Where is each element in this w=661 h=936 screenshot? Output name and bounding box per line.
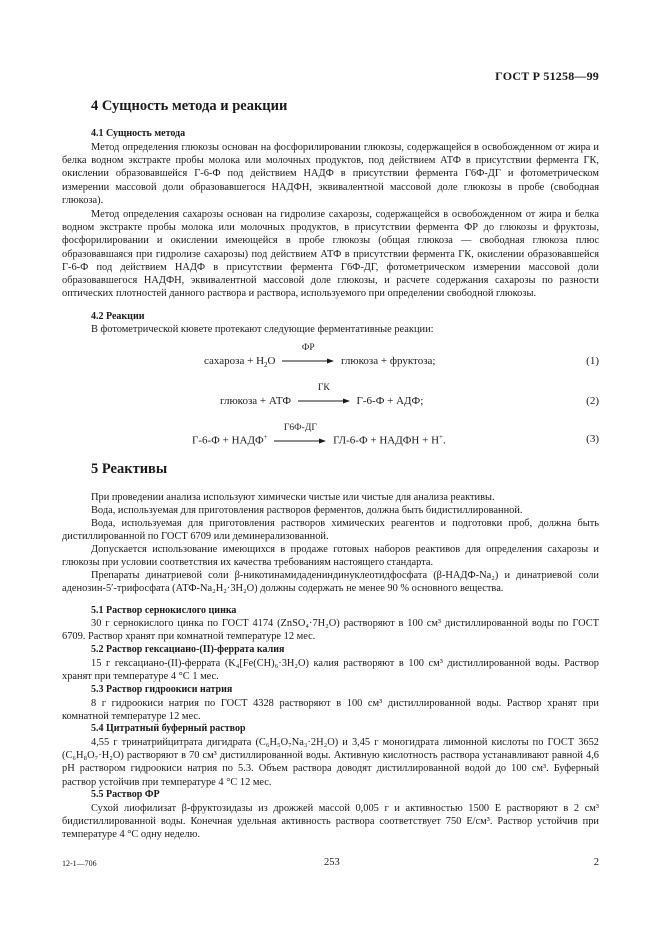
eq3-end: . <box>442 434 446 447</box>
eq1-arrow <box>282 343 334 367</box>
subsection-5-4-title: 5.4 Цитратный буферный раствор <box>91 723 246 734</box>
footer-page-number: 253 <box>324 857 340 868</box>
eq3-arrow <box>274 423 326 447</box>
subsection-5-5-title: 5.5 Раствор ФР <box>91 789 160 800</box>
eq1-enzyme: ФР <box>301 343 315 354</box>
footer-print-code: 12-1—706 <box>62 859 97 868</box>
subsection-5-2-text: 15 г гексациано-(II)-феррата (K₄[Fe(CH)₆·3H₂O) калия растворяют в 100 см³ дистиллированной воды. Раствор хранят при температуре 4 °С 1 мес. <box>62 658 599 683</box>
subsection-5-4-text: 4,55 г тринатрийцитрата дигидрата (C₆H₅O₇Na₃·2H₂O) и 3,45 г моногидрата лимонной кислоты по ГОСТ 3652 (C₆H₈O₇·H₂O) растворяют в 70 см³ дистиллированной воды. Активную кислотность раствора устанавливают равной 4,6 pH раствором гидроокиси натрия по 5.3. Объем раствора доводят дистиллированной водой до 100 см³. Буферный раствор устойчив при температуре 4 °С 12 мес. <box>62 737 599 788</box>
section-5-paragraph-3: Вода, используемая для приготовления растворов химических реагентов и подготовки проб, должна быть дистиллированной по ГОСТ 6709 или деминерализованной. <box>62 518 599 543</box>
eq3-enzyme: Г6Ф-ДГ <box>283 423 317 434</box>
section-4-1-paragraph-2: Метод определения сахарозы основан на гидролизе сахарозы, содержащейся в освобожденном от жира и белка водном экстракте пробы молока или молочных продуктов, в присутствии фермента ФР до глюкозы и фруктозы, фосфорилировании и окислении имеющейся в пробе глюкозы (общая глюкоза — свободная глюкоза плюс образовавшаяся при гидролизе сахарозы) под действием АТФ в присутствии фермента ГК, окислении образовавшейся Г-6-Ф под действием НАДФ в присутствии фермента Г6Ф-ДГ, фотометрическом измерении массовой доли образовавшегося НАДФН, эквивалентной массовой доле глюкозы, и расчете содержания сахарозы по разности оптических плотностей данного раствора и раствора, используемого при определении свободной глюкозы. <box>62 209 599 300</box>
section-4-1-paragraph-1: Метод определения глюкозы основан на фосфорилировании глюкозы, содержащейся в освобожденном от жира и белка водном экстракте пробы молока или молочных продуктов, под действием АТФ в присутствии фермента ГК, окислении образовавшейся Г-6-Ф под действием НАДФ в присутствии фермента Г6Ф-ДГ и фотометрическом измерении массовой доли образовавшегося НАДФН, эквивалентной массовой доле глюкозы в пробе (свободная глюкоза). <box>62 142 599 206</box>
eq3-left: Г-6-Ф + НАДФ <box>192 434 264 447</box>
subsection-4-1-title: 4.1 Сущность метода <box>91 128 186 139</box>
section-4-title: 4 Сущность метода и реакции <box>91 98 288 114</box>
equation-1 <box>62 343 599 373</box>
eq3-right: ГЛ-6-Ф + НАДФН + Н <box>333 434 440 447</box>
eq1-left2: О <box>267 355 276 367</box>
eq1-number: (1) <box>586 355 599 367</box>
eq1-left: сахароза + Н <box>204 355 265 367</box>
section-5-paragraph-4: Допускается использование имеющихся в продаже готовых наборов реактивов для определения сахарозы и глюкозы при условии соответствия их качества требованиям настоящего стандарта. <box>62 544 599 569</box>
equation-3 <box>62 423 599 451</box>
eq3-sup2: + <box>439 433 443 441</box>
right-arrow-icon <box>274 438 326 444</box>
eq1-sub: 2 <box>264 361 268 370</box>
equation-2 <box>62 383 599 413</box>
subsection-5-3-title: 5.3 Раствор гидроокиси натрия <box>91 684 233 695</box>
right-arrow-icon <box>282 358 334 364</box>
subsection-5-3-text: 8 г гидроокиси натрия по ГОСТ 4328 растворяют в 100 см³ дистиллированной воды. Раствор хранят при комнатной температуре 12 мес. <box>62 698 599 723</box>
subsection-5-1-text: 30 г сернокислого цинка по ГОСТ 4174 (ZnSO₄·7H₂O) растворяют в 100 см³ дистиллированной воды по ГОСТ 6709. Раствор хранят при комнатной температуре 12 мес. <box>62 618 599 643</box>
document-header: ГОСТ Р 51258—99 <box>495 69 599 83</box>
section-5-paragraph-1: При проведении анализа используют химически чистые или чистые для анализа реактивы. <box>91 492 495 503</box>
footer-sheet-number: 2 <box>593 857 599 868</box>
subsection-5-1-title: 5.1 Раствор сернокислого цинка <box>91 605 237 616</box>
eq2-arrow <box>298 383 350 407</box>
eq3-number: (3) <box>586 433 599 445</box>
eq1-right: глюкоза + фруктоза; <box>340 355 436 367</box>
section-5-paragraph-5: Препараты динатриевой соли β-никотинамидадениндинуклеотидфосфата (β-НАДФ-Na₂) и динатриевой соли аденозин-5′-трифосфата (АТФ-Na₂H₂·3H₂O) должны содержать не менее 90 % основного вещества. <box>62 570 599 595</box>
section-5-title: 5 Реактивы <box>91 461 168 477</box>
eq2-right: Г-6-Ф + АДФ; <box>356 395 424 407</box>
section-4-2-intro: В фотометрической кювете протекают следующие ферментативные реакции: <box>91 324 434 335</box>
subsection-4-2-title: 4.2 Реакции <box>91 311 145 322</box>
eq2-left: глюкоза + АТФ <box>220 395 292 407</box>
eq3-sup: + <box>263 433 268 441</box>
eq2-number: (2) <box>586 395 599 407</box>
section-5-paragraph-2: Вода, используемая для приготовления растворов ферментов, должна быть бидистиллированной. <box>91 505 523 516</box>
subsection-5-5-text: Сухой лиофилизат β-фруктозидазы из дрожжей массой 0,005 г и активностью 1500 Е растворяют в 2 см³ бидистиллированной воды. Конечная удельная активность раствора соответствует 750 Е/см³. Раствор устойчив при температуре 4 °С одну неделю. <box>62 803 599 841</box>
eq2-enzyme: ГК <box>317 383 330 394</box>
right-arrow-icon <box>298 398 350 404</box>
subsection-5-2-title: 5.2 Раствор гексациано-(II)-феррата калия <box>91 644 285 655</box>
